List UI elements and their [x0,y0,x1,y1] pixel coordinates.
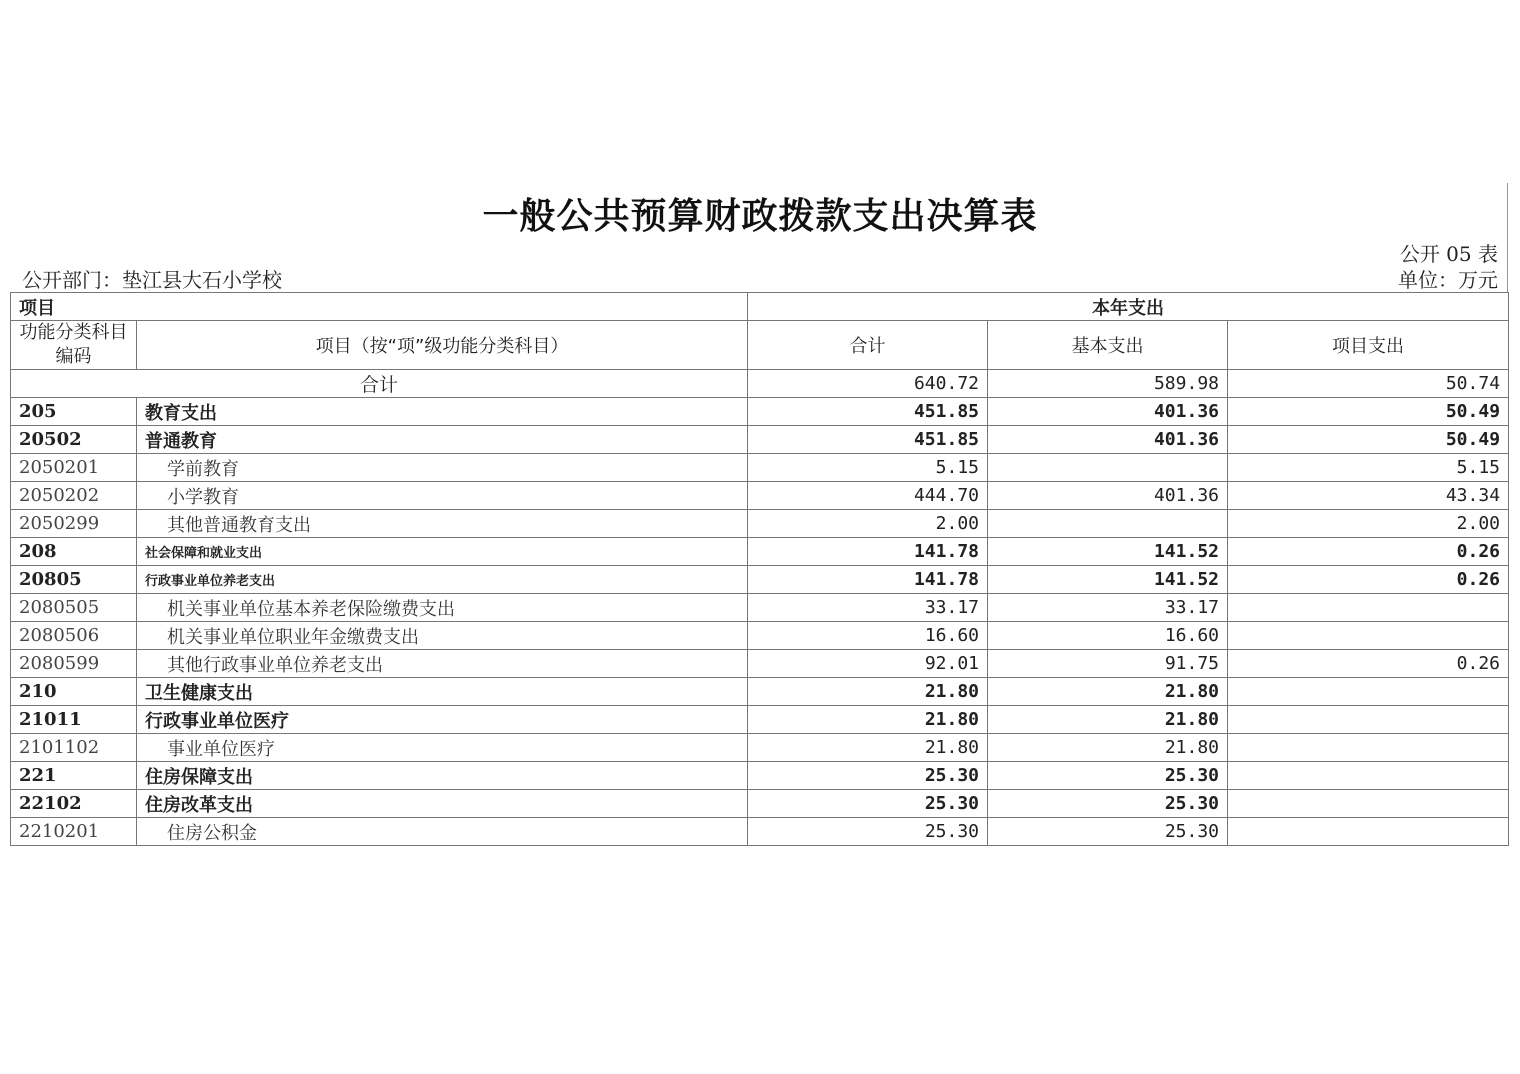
row-project [1228,622,1509,650]
row-project [1228,594,1509,622]
row-name: 其他普通教育支出 [137,510,748,538]
row-basic: 25.30 [988,762,1228,790]
row-basic: 21.80 [988,734,1228,762]
row-project: 0.26 [1228,650,1509,678]
row-project: 43.34 [1228,482,1509,510]
row-name: 社会保障和就业支出 [137,538,748,566]
table-body [11,293,1509,846]
table-row [11,734,1509,762]
header-current-year: 本年支出 [748,293,1509,321]
row-name: 小学教育 [137,482,748,510]
row-code: 2080599 [11,650,137,678]
row-code: 2101102 [11,734,137,762]
row-project [1228,706,1509,734]
table-row [11,594,1509,622]
row-basic: 401.36 [988,482,1228,510]
row-basic [988,454,1228,482]
row-total: 92.01 [748,650,988,678]
header-item: 项目 [11,293,748,321]
row-code: 2210201 [11,818,137,846]
row-code: 2050201 [11,454,137,482]
row-code: 20502 [11,426,137,454]
row-project: 5.15 [1228,454,1509,482]
header-total: 合计 [748,321,988,370]
row-basic: 401.36 [988,398,1228,426]
row-basic [988,510,1228,538]
expenditure-table [10,292,1509,846]
table-row [11,762,1509,790]
table-row [11,650,1509,678]
row-code: 205 [11,398,137,426]
table-row [11,482,1509,510]
row-total: 141.78 [748,538,988,566]
row-name: 行政事业单位养老支出 [137,566,748,594]
row-project [1228,790,1509,818]
row-code: 2080505 [11,594,137,622]
form-code: 公开 05 表 [1399,242,1498,266]
row-basic: 25.30 [988,818,1228,846]
row-basic: 141.52 [988,566,1228,594]
header-row-1 [11,293,1509,321]
row-name: 学前教育 [137,454,748,482]
row-total: 141.78 [748,566,988,594]
row-total: 25.30 [748,762,988,790]
row-total: 21.80 [748,706,988,734]
total-basic: 589.98 [988,370,1228,398]
table-row [11,790,1509,818]
row-total: 2.00 [748,510,988,538]
header-row-2 [11,321,1509,370]
header-project: 项目支出 [1228,321,1509,370]
row-project: 0.26 [1228,538,1509,566]
row-code: 21011 [11,706,137,734]
row-code: 210 [11,678,137,706]
department-label: 公开部门：垫江县大石小学校 [22,268,282,292]
row-code: 2050202 [11,482,137,510]
row-name: 住房公积金 [137,818,748,846]
table-row [11,706,1509,734]
row-basic: 91.75 [988,650,1228,678]
row-code: 20805 [11,566,137,594]
table-row [11,398,1509,426]
row-total: 451.85 [748,426,988,454]
total-total: 640.72 [748,370,988,398]
row-basic: 33.17 [988,594,1228,622]
table-row [11,678,1509,706]
row-basic: 21.80 [988,678,1228,706]
table-row [11,454,1509,482]
table-row [11,622,1509,650]
row-name: 机关事业单位基本养老保险缴费支出 [137,594,748,622]
row-name: 事业单位医疗 [137,734,748,762]
row-project: 0.26 [1228,566,1509,594]
total-row [11,370,1509,398]
table-row [11,510,1509,538]
row-name: 行政事业单位医疗 [137,706,748,734]
row-code: 22102 [11,790,137,818]
row-basic: 21.80 [988,706,1228,734]
row-total: 33.17 [748,594,988,622]
header-code: 功能分类科目编码 [11,321,137,370]
page-title: 一般公共预算财政拨款支出决算表 [482,196,1038,237]
row-basic: 141.52 [988,538,1228,566]
row-name: 其他行政事业单位养老支出 [137,650,748,678]
row-total: 16.60 [748,622,988,650]
row-project [1228,734,1509,762]
row-project: 50.49 [1228,398,1509,426]
row-basic: 16.60 [988,622,1228,650]
header-name: 项目（按“项”级功能分类科目） [137,321,748,370]
table-row [11,566,1509,594]
row-name: 住房改革支出 [137,790,748,818]
total-label: 合计 [11,370,748,398]
row-name: 普通教育 [137,426,748,454]
row-name: 机关事业单位职业年金缴费支出 [137,622,748,650]
unit-label: 单位：万元 [1398,268,1498,292]
row-project: 2.00 [1228,510,1509,538]
row-project: 50.49 [1228,426,1509,454]
row-name: 教育支出 [137,398,748,426]
table-row [11,538,1509,566]
row-code: 221 [11,762,137,790]
table-row [11,426,1509,454]
row-total: 444.70 [748,482,988,510]
total-project: 50.74 [1228,370,1509,398]
row-project [1228,762,1509,790]
row-project [1228,818,1509,846]
row-project [1228,678,1509,706]
row-total: 25.30 [748,818,988,846]
table-row [11,818,1509,846]
row-code: 2050299 [11,510,137,538]
row-total: 21.80 [748,678,988,706]
row-code: 2080506 [11,622,137,650]
row-total: 21.80 [748,734,988,762]
row-total: 5.15 [748,454,988,482]
row-code: 208 [11,538,137,566]
header-basic: 基本支出 [988,321,1228,370]
row-total: 25.30 [748,790,988,818]
row-name: 卫生健康支出 [137,678,748,706]
row-total: 451.85 [748,398,988,426]
row-basic: 401.36 [988,426,1228,454]
row-name: 住房保障支出 [137,762,748,790]
row-basic: 25.30 [988,790,1228,818]
